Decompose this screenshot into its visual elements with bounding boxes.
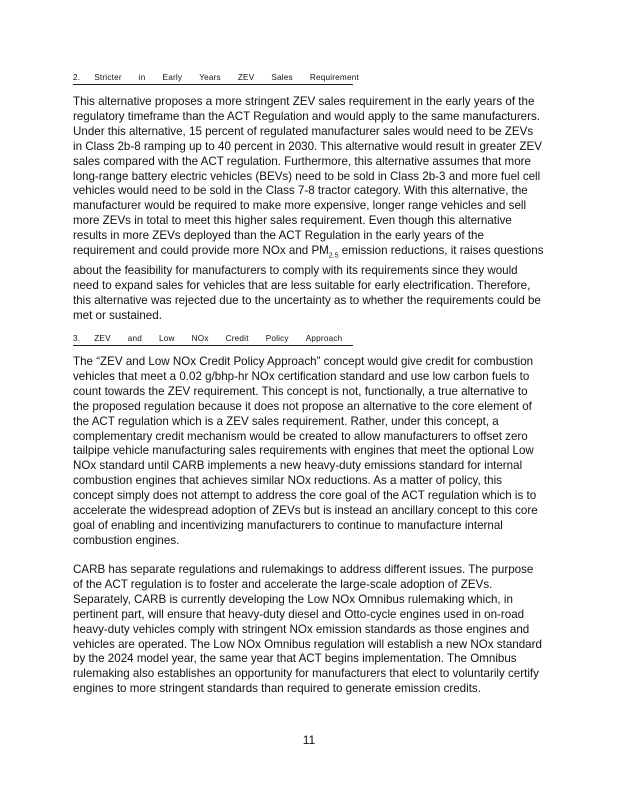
heading-word: Sales	[271, 73, 293, 82]
heading-word: ZEV	[237, 73, 255, 82]
section-2-heading	[73, 73, 359, 85]
section-3-paragraph-1: The “ZEV and Low NOx Credit Policy Approach” concept would give credit for combustion vehicles that meet a 0.02 g/bhp-hr NOx certification standard and use low carbon fuels to count towards the ZEV requirement. This concept is not, functionally, a true alternative to the proposed regulation because it does not propose an alternative to the core element of the ACT regulation which is a ZEV sales requirement. Rather, under this concept, a complementary credit mechanism would be created to allow manufacturers to offset zero tailpipe vehicle manufacturing sales requirements with engines that meet the optional Low NOx standard until CARB implements a new heavy-duty emissions standard for internal combustion engines that achieves similar NOx reductions. As a matter of policy, this concept simply does not attempt to address the core goal of the ACT regulation which is to accelerate the widespread adoption of ZEVs but is instead an ancillary concept to this core goal of enabling and incentivizing manufacturers to continue to manufacture internal combustion engines.	[73, 355, 538, 547]
heading-word: and	[127, 334, 143, 343]
heading-word: NOx	[191, 334, 209, 343]
heading-word: Requirement	[309, 73, 359, 82]
heading-word: Policy	[265, 334, 289, 343]
heading-word: Early	[162, 73, 183, 82]
section-number: 3.	[73, 334, 81, 343]
section-number: 2.	[73, 73, 81, 82]
section-3-heading	[73, 334, 353, 346]
heading-word: Credit	[225, 334, 249, 343]
heading-word: Approach	[305, 334, 343, 343]
section-2-paragraph: This alternative proposes a more stringent ZEV sales requirement in the early years of the regulatory timeframe than the ACT Regulation and would apply to the same manufacturers. Under this alternative, 15 percent of regulated manufacturer sales would need to be ZEVs in Class 2b-8 ramping up to 40 percent in 2030. This alternative would result in greater ZEV sales compared with the ACT regulation. Furthermore, this alternative assumes that more long-range battery electric vehicles (BEVs) need to be sold in Class 2b-3 and more fuel cell vehicles would need to be sold in the Class 7-8 tractor category. With this alternative, the manufacturer would be required to make more expensive, longer range vehicles and sell more ZEVs in total to meet this higher sales requirement. Even though this alternative results in more ZEVs deployed than the ACT Regulation in the early years of the requirement and could provide more NOx and $PM_{2.5}$ emission reductions, it raises questions about the feasibility for manufacturers to comply with its requirements since they would need to expand sales for vehicles that are less suitable for early electrification. Therefore, this alternative was rejected due to the uncertainty as to whether the requirements could be met or sustained.	[73, 95, 544, 322]
page-number: 11	[302, 733, 316, 747]
heading-word: in	[138, 73, 146, 82]
heading-word: ZEV	[94, 334, 111, 343]
section-3-paragraph-2: CARB has separate regulations and rulemakings to address different issues. The purpose of the ACT regulation is to foster and accelerate the large-scale adoption of ZEVs. Separately, CARB is currently developing the Low NOx Omnibus rulemaking which, in pertinent part, will ensure that heavy-duty diesel and Otto-cycle engines used in on-road heavy-duty vehicles comply with stringent NOx emission standards as those engines and vehicles are operated. The Low NOx Omnibus regulation will establish a new NOx standard by the 2024 model year, the same year that ACT begins implementation. The Omnibus rulemaking also establishes an opportunity for manufacturers that elect to voluntarily certify engines to more stringent standards than required to generate emission credits.	[73, 563, 542, 696]
heading-word: Years	[199, 73, 221, 82]
heading-word: Stricter	[94, 73, 122, 82]
heading-word: Low	[159, 334, 175, 343]
